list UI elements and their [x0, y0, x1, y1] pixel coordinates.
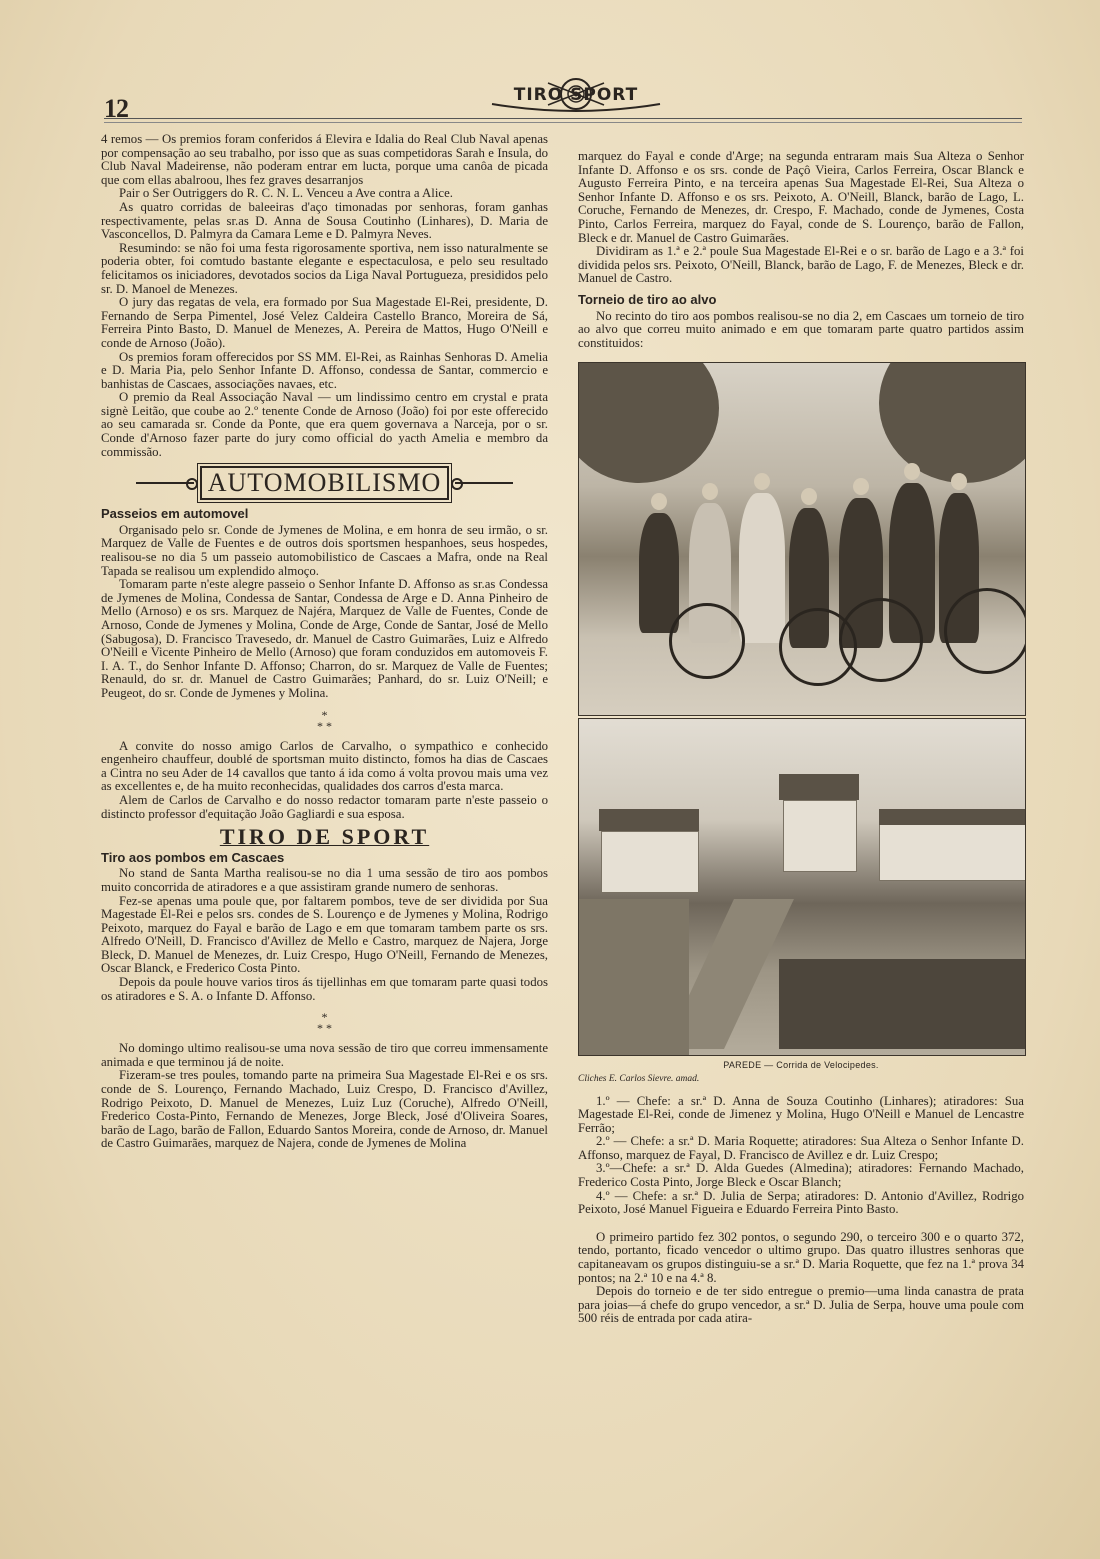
paragraph: A convite do nosso amigo Carlos de Carvalho, o sympathico e conhecido engenheiro chauffeur, doublé de sportsman muito distincto, fomos ha dias de Cascaes a Cintra no seu Ader de 14 cavallos que tanto á ida como á volta provou mais uma vez as excellentes e, de ha muito reconhecidas, qualidades dos carros d'esta marca. [101, 738, 548, 794]
paragraph: Depois da poule houve varios tiros ás tijellinhas em que tomaram parte quasi todos os atiradores e S. A. o Infante D. Affonso. [101, 975, 548, 1003]
cyclists-group-photo [578, 362, 1026, 716]
team-list-item: 4.º — Chefe: a sr.ª D. Julia de Serpa; atiradores: D. Antonio d'Avillez, Rodrigo Peixoto, José Manuel Figueira e Eduardo Ferreira Pinto Basto. [578, 1188, 1024, 1217]
paragraph: marquez do Fayal e conde d'Arge; na segunda entraram mais Sua Alteza o Senhor Infante D. Affonso e os srs. conde de Paçô Vieira, Carlos Ferreira, Oscar Blanck e Augusto Ferreira Pinto, e na terceira apenas Sua Magestade El-Rei, Sua Alteza o Senhor Infante D. Affonso e os srs. Peixoto, A. O'Neill, Blanck, barão de Lago, L. Coruche, Fernando de Menezes, dr. Crespo, F. Machado, conde de Jymenes, Costa Pinto, Carlos Ferreira, marquez do Fayal, conde de S. Lourenço, barão de Fallon, Bleck e dr. Manuel de Castro Guimarães. [578, 149, 1024, 245]
page-number: 12 [104, 94, 128, 123]
paragraph: Fizeram-se tres poules, tomando parte na primeira Sua Magestade El-Rei e os srs. conde de S. Lourenço, Fernando Machado, Luiz Crespo, D. Francisco d'Avillez, Rodrigo Peixoto, D. Manuel de Menezes, Luiz Luz (Coruche), Alfredo O'Neill, Frederico Costa-Pinto, Fernando de Menezes, Jorge Bleck, José d'Oliveira Soares, barão de Lago, barão de Fallon, Eduardo Santos Moreira, conde de Arnoso, dr. Manuel de Castro Guimarães, marquez de Najera, conde de Jymenes de Molina [101, 1068, 548, 1151]
paragraph: O jury das regatas de vela, era formado por Sua Magestade El-Rei, presidente, D. Fernando de Serpa Pimentel, José Velez Caldeira Castello Branco, Moreira de Sá, Ferreira Pinto Basto, D. Manuel de Menezes, A. Pereira de Mattos, Hugo O'Neill e conde de Arnoso (João). [101, 295, 548, 350]
paragraph: Resumindo: se não foi uma festa rigorosamente sportiva, nem isso naturalmente se poderia obter, foi comtudo bastante elegante e espectaculosa, e pelo seu resultado felicitamos os iniciadores, devotados socios da Liga Naval Portugueza, presididos pelo sr. D. Manoel de Menezes. [101, 240, 548, 296]
ornament-left-icon [136, 478, 194, 488]
section-separator: * * * [317, 707, 332, 733]
section-separator: * * * [317, 1010, 332, 1036]
automobilismo-banner [101, 466, 548, 500]
paragraph: O premio da Real Associação Naval — um lindissimo centro em crystal e prata signè Leitão, que coube ao 2.º tenente Conde de Arnoso (João) foi por este offerecido ao seu camarada sr. Conde da Ponte, que era quem governava a Narceja, por o sr. Conde d'Arnoso fazer parte do jury como official do yacth Amelia e membro da commissão. [101, 390, 548, 459]
section-title: TIRO DE SPORT [219, 824, 430, 850]
paragraph: Organisado pelo sr. Conde de Jymenes de Molina, e em honra de seu irmão, o sr. Marquez de Valle de Fuentes e de outros dois sportsmen hespanhoes, seus hospedes, realisou-se no dia 5 um passeio automobilistico de Cascaes a Mafra, onde na Real Tapada se realisou um explendido almoço. [101, 522, 548, 578]
section-title: AUTOMOBILISMO [200, 466, 450, 500]
ornament-right-icon [455, 478, 513, 488]
team-list-item: 2.º — Chefe: a sr.ª D. Maria Roquette; atiradores: Sua Alteza o Senhor Infante D. Affonso, marquez de Fayal, D. Francisco de Avillez e dr. Luiz Crespo; [578, 1134, 1024, 1162]
velocipede-race-photo [578, 718, 1026, 1056]
subheading: Torneio de tiro ao alvo [578, 291, 717, 307]
subheading: Tiro aos pombos em Cascaes [101, 849, 285, 865]
right-column [578, 150, 1024, 1326]
left-column [101, 133, 548, 1151]
photo-caption: PAREDE — Corrida de Velocipedes. [723, 1060, 879, 1071]
masthead-logo [488, 74, 664, 116]
team-list-item: 3.º—Chefe: a sr.ª D. Alda Guedes (Almedina); atiradores: Fernando Machado, Frederico Costa Pinto, Jorge Bleck e Oscar Blanch; [578, 1161, 1024, 1190]
paragraph: Fez-se apenas uma poule que, por faltarem pombos, teve de ser dividida por Sua Magestade El-Rei e pelos srs. condes de S. Lourenço e de Jymenes y Molina, Rodrigo Peixoto, marquez do Fayal e barão de Lago e em que tomaram tambem parte os srs. Alfredo O'Neill, D. Francisco d'Avillez de Mello e Castro, marquez de Najera, Jorge Bleck, D. Manuel de Menezes, dr. Luiz Crespo, Hugo O'Neill, Fernando de Menezes, Oscar Blanck, e Frederico Costa Pinto. [101, 893, 548, 976]
paragraph: As quatro corridas de baleeiras d'aço timonadas por senhoras, foram ganhas respectivamente, pelas sr.as D. Anna de Sousa Coutinho (Linhares), D. Maria de Vasconcellos, D. Palmyra da Camara Leme e D. Palmyra Neves. [101, 199, 548, 242]
paragraph: Depois do torneio e de ter sido entregue o premio—uma linda canastra de prata para joias—á chefe do grupo vencedor, a sr.ª D. Julia de Serpa, houve uma poule com 500 réis de entrada por cada atira- [578, 1284, 1024, 1326]
paragraph: O primeiro partido fez 302 pontos, o segundo 290, o terceiro 300 e o quarto 372, tendo, portanto, ficado vencedor o ultimo grupo. Das quatro illustres senhoras que capitaneavam os grupos distinguiu-se a sr.ª D. Maria Roquette, que fez na 1.ª prova 34 pontos; na 2.ª 10 e na 4.ª 8. [578, 1229, 1024, 1285]
paragraph: Os premios foram offerecidos por SS MM. El-Rei, as Rainhas Senhoras D. Amelia e D. Maria Pia, pelo Senhor Infante D. Affonso, condessa de Santar, commercio e banhistas de Cascaes, associações navaes, etc. [101, 349, 548, 391]
paragraph: Dividiram as 1.ª e 2.ª poule Sua Magestade El-Rei e o sr. barão de Lago e a 3.ª foi dividida pelos srs. Peixoto, O'Neill, Blanck, barão de Lago, F. de Menezes, Bleck e dr. Manuel de Castro. [578, 244, 1024, 286]
team-list-item: 1.º — Chefe: a sr.ª D. Anna de Souza Coutinho (Linhares); atiradores: Sua Magestade El-Rei, conde de Jimenez y Molina, Hugo O'Neill e Manuel de Lencastre Ferrão; [578, 1093, 1024, 1135]
paragraph: Pair o Ser Outriggers do R. C. N. L. Venceu a Ave contra a Alice. [119, 186, 453, 201]
paragraph: No domingo ultimo realisou-se uma nova sessão de tiro que correu immensamente animada e que terminou já de noite. [101, 1041, 548, 1069]
subheading: Passeios em automovel [101, 506, 249, 522]
paragraph: No stand de Santa Martha realisou-se no dia 1 uma sessão de tiro aos pombos muito concorrida de atiradores e a que assistiram grande numero de senhoras. [101, 866, 548, 894]
paragraph: Alem de Carlos de Carvalho e do nosso redactor tomaram parte n'este passeio o distincto professor d'equitação João Gagliardi e sua esposa. [101, 792, 548, 821]
paragraph: No recinto do tiro aos pombos realisou-se no dia 2, em Cascaes um torneio de tiro ao alvo que correu muito animado e em que tomaram parte quatro partidos assim constituidos: [578, 308, 1024, 350]
masthead-title: TIRO SPORT [513, 85, 639, 105]
paragraph: Tomaram parte n'este alegre passeio o Senhor Infante D. Affonso as sr.as Condessa de Jymenes de Molina, Condessa de Santar, Condessa de Arge e D. Anna Pinheiro de Mello (Arnoso) e os srs. Marquez de Najéra, Marquez de Valle de Fuentes, Conde de Arnoso, Conde de Jymenes y Molina, Conde de Arge, Conde de Santar, José de Mello (Sabugosa), D. Francisco Travesedo, dr. Manuel de Castro Guimarães, Luiz e Alfredo O'Neill e Vicente Pinheiro de Mello (Arnoso) que foram conduzidos em automoveis F. I. A. T., do Senhor Infante D. Affonso; Charron, do sr. Marquez de Valle de Fuentes; Renauld, do sr. dr. Manuel de Castro Guimarães; Panhard, do sr. Luiz O'Neill; e Peugeot, do sr. Conde de Jymenes y Molina. [101, 577, 548, 700]
header-rule [104, 118, 1022, 123]
photo-credit: Cliches E. Carlos Sievre. amad. [578, 1073, 700, 1084]
paragraph: 4 remos — Os premios foram conferidos á Elevira e Idalia do Real Club Naval apenas por compensação ao seu trabalho, por isso que as suas competidoras Sarah e Insula, do Club Naval Madeirense, não poderam entrar em lucta, porque uma canôa de picada que com ellas abalroou, lhes fez graves desarranjos [101, 132, 548, 187]
